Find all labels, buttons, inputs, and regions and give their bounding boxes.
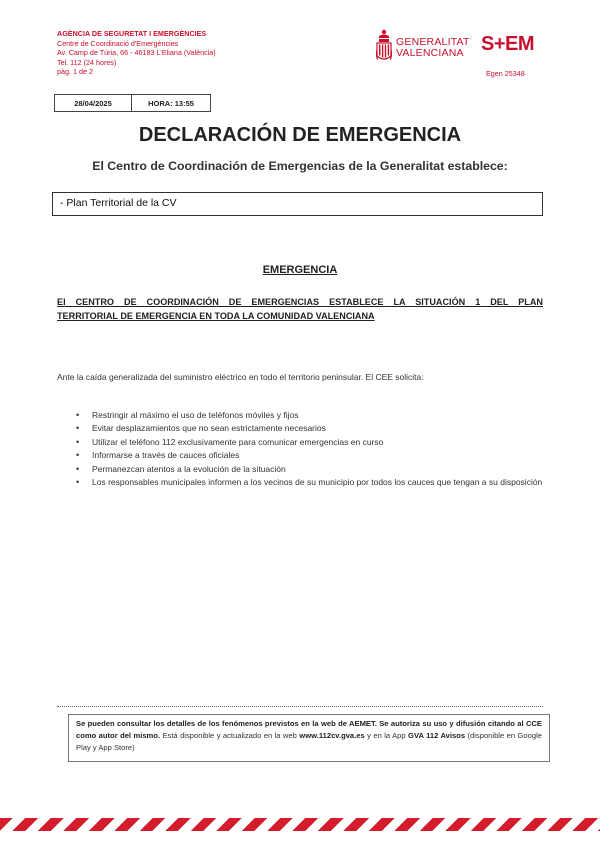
bullet-icon: • xyxy=(76,477,80,488)
bullet-icon: • xyxy=(76,423,80,434)
sem-logo: S+EM xyxy=(481,33,535,55)
footer-note-text: Se pueden consultar los detalles de los fenómenos previstos en la web de AEMET. Se autoriza su uso y difusión citando al CCE como autor del mismo. Está disponible y actualizado en la web www.112cv.gva.es y en la App GVA 112 Avisos (disponible en Google Play y App Store) xyxy=(76,719,542,753)
list-item: • Permanezcan atentos a la evolución de la situación xyxy=(57,463,543,476)
center-phone: Tel. 112 (24 hores) xyxy=(57,57,117,67)
generalitat-logo xyxy=(376,28,468,66)
hour-cell: HORA: 13:55 xyxy=(148,98,194,108)
date-time-box xyxy=(54,94,211,112)
bullet-icon: • xyxy=(76,410,80,420)
coat-of-arms-icon xyxy=(376,29,392,65)
bullet-icon: • xyxy=(76,450,80,461)
page-number: pàg. 1 de 2 xyxy=(57,67,93,77)
app-name: GVA 112 Avisos xyxy=(408,731,466,741)
center-name: Centre de Coordinació d'Emergències xyxy=(57,38,179,48)
center-address: Av. Camp de Túria, 66 - 46183 L'Eliana (València) xyxy=(57,48,216,58)
plan-box xyxy=(52,192,543,216)
emergency-heading: EMERGENCIA xyxy=(262,264,338,276)
bullet-icon: • xyxy=(76,436,80,447)
agency-header xyxy=(57,29,216,77)
list-item: • Informarse a través de cauces oficiales xyxy=(57,449,543,462)
page-title: DECLARACIÓN DE EMERGENCIA xyxy=(138,124,462,146)
list-item: • Evitar desplazamientos que no sean estrictamente necesarios xyxy=(57,422,543,435)
footer-note xyxy=(68,714,550,762)
agency-title: AGÈNCIA DE SEGURETAT I EMERGÈNCIES xyxy=(57,29,207,38)
situation-line-1: El CENTRO DE COORDINACIÓN DE EMERGENCIAS ESTABLECE LA SITUACIÓN 1 DEL PLAN xyxy=(57,297,543,307)
situation-statement xyxy=(57,296,543,323)
egen-code: Egen 25348 xyxy=(486,69,525,78)
hazard-stripe xyxy=(0,818,600,831)
list-item: • Los responsables municipales informen a los vecinos de su municipio por todos los cauces que tengan a su disposición xyxy=(57,476,543,489)
request-list xyxy=(57,409,543,489)
list-item: • Restringir al máximo el uso de teléfonos móviles y fijos xyxy=(57,409,543,422)
plan-name: - Plan Territorial de la CV xyxy=(60,197,177,209)
divider xyxy=(57,706,543,707)
website-link[interactable]: www.112cv.gva.es xyxy=(299,731,365,741)
gva-logo-line1: GENERALITAT xyxy=(396,36,470,48)
bullet-icon: • xyxy=(76,463,80,474)
gva-logo-line2: VALENCIANA xyxy=(396,47,464,59)
page-subtitle: El Centro de Coordinación de Emergencias de la Generalitat establece: xyxy=(92,159,508,173)
date-cell: 28/04/2025 xyxy=(55,95,132,111)
intro-paragraph: Ante la caída generalizada del suministro eléctrico en todo el territorio peninsular. El CEE solicita: xyxy=(57,372,424,382)
list-item: • Utilizar el teléfono 112 exclusivamente para comunicar emergencias en curso xyxy=(57,436,543,449)
situation-line-2: TERRITORIAL DE EMERGENCIA EN TODA LA COMUNIDAD VALENCIANA xyxy=(57,310,375,321)
